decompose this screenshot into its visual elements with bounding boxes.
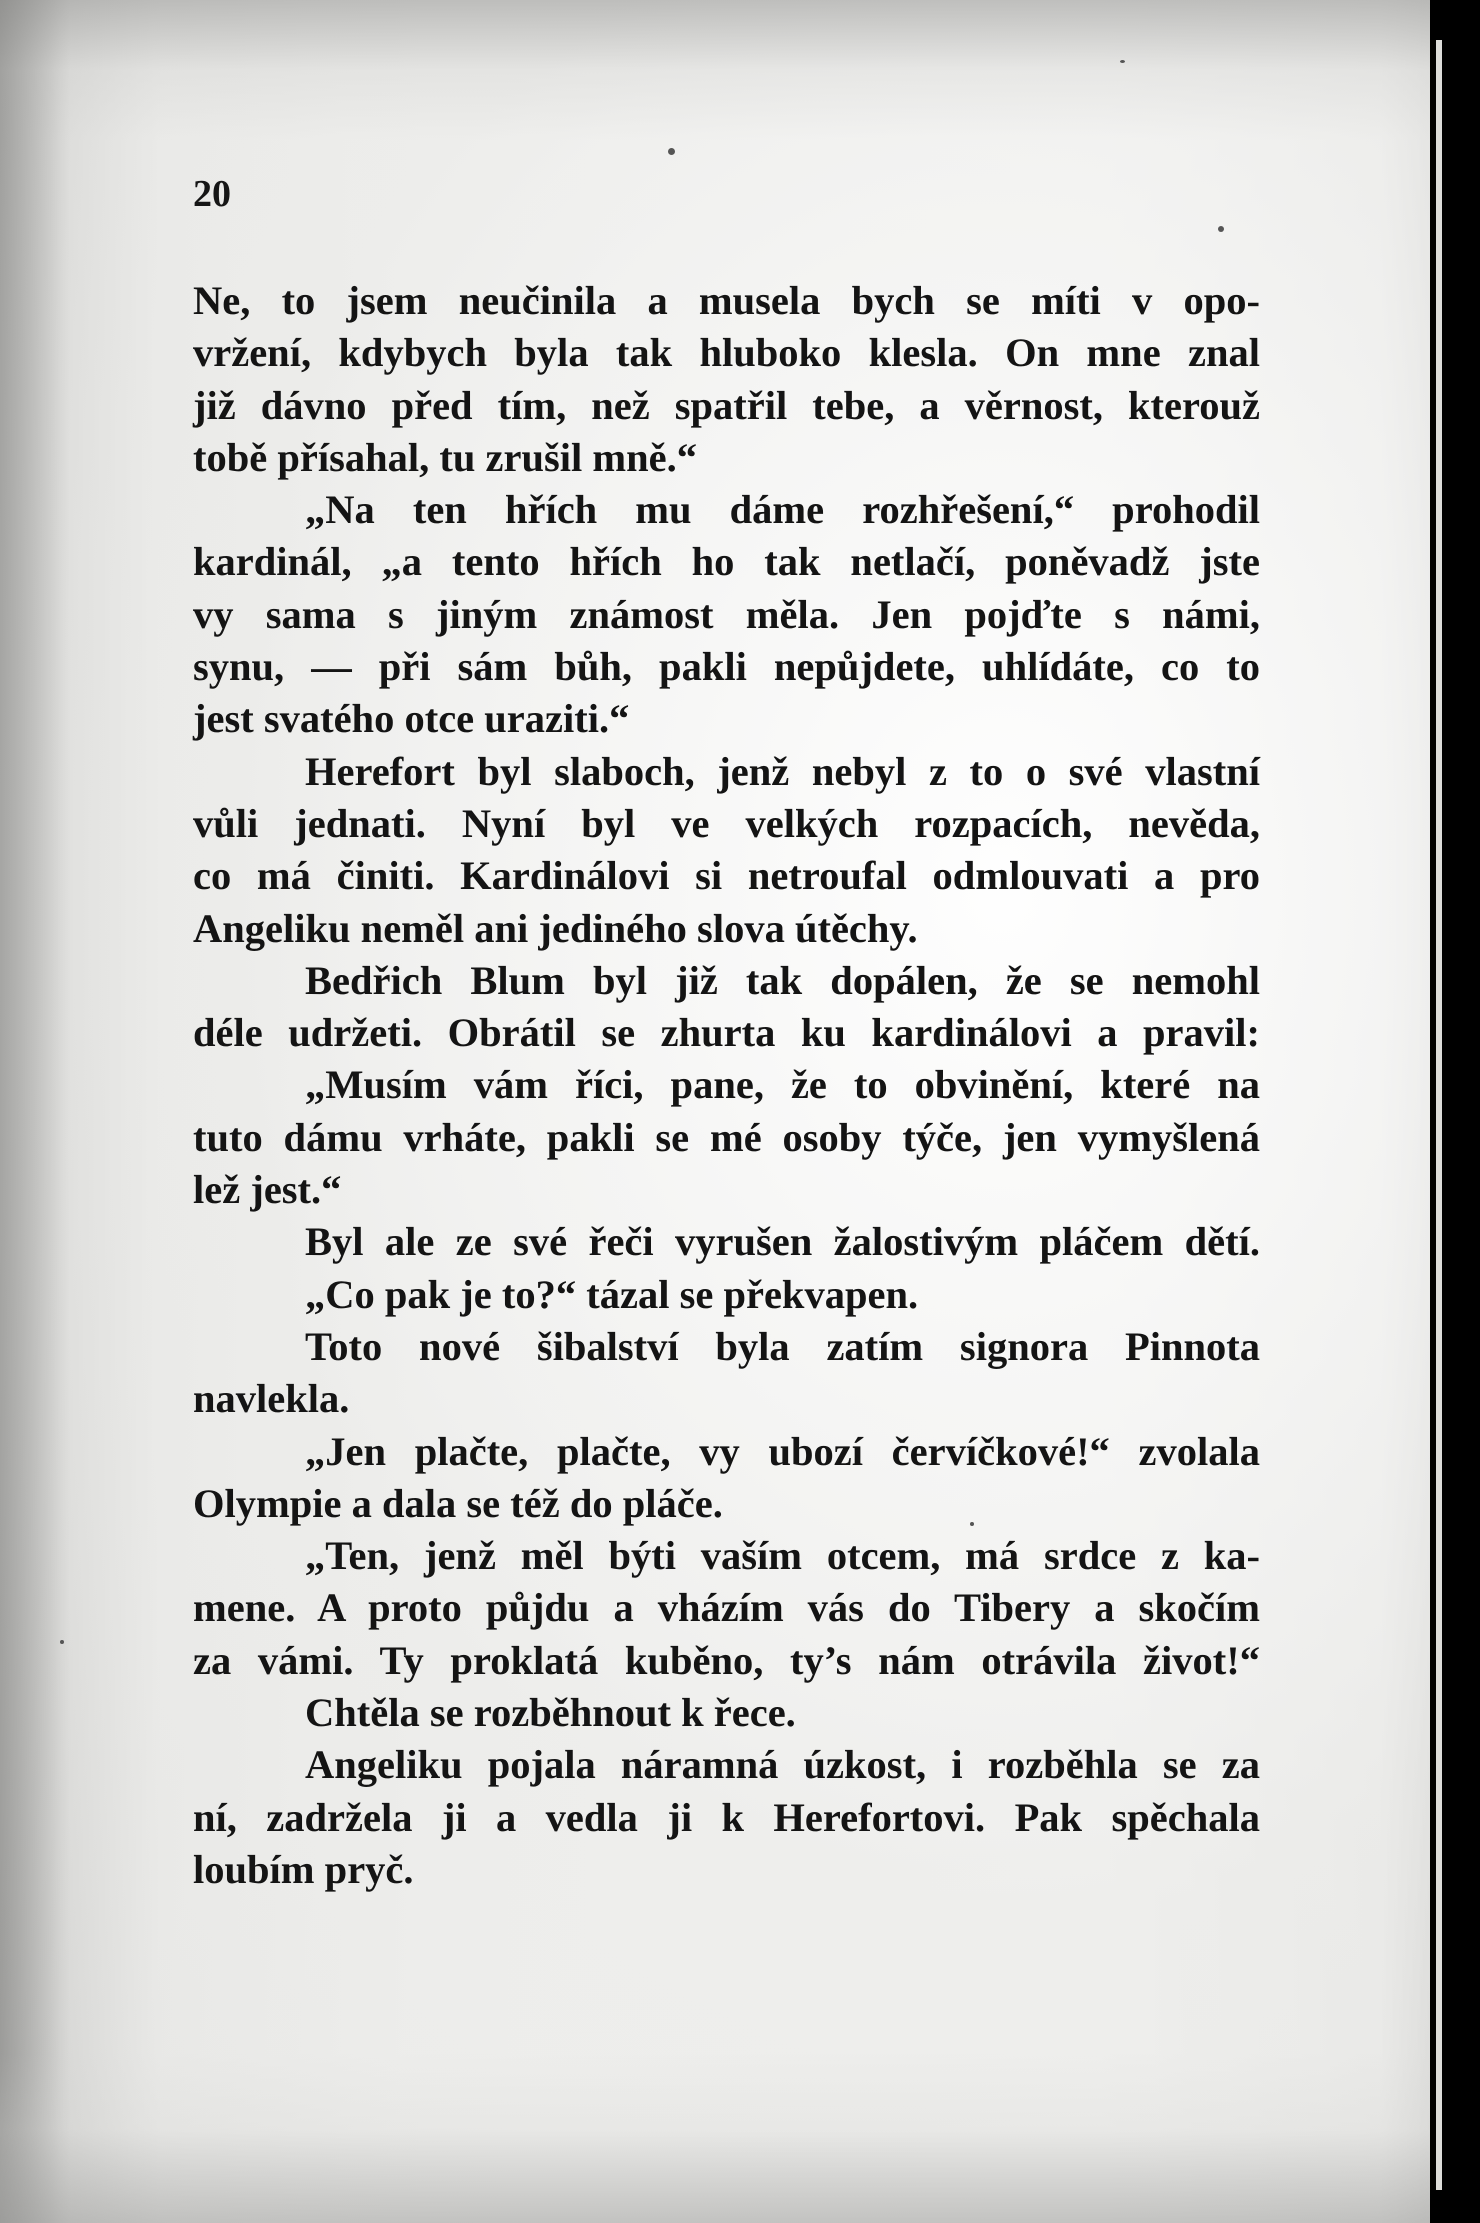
text-line: Angeliku neměl ani jediného slova útěchy. (193, 905, 918, 951)
text-line: vržení, kdybych byla tak hluboko klesla. On mne znal (193, 330, 1260, 376)
text-line: Bedřich Blum byl již tak dopálen, že se nemohl (305, 957, 1260, 1003)
text-line: jest svatého otce uraziti.“ (193, 696, 630, 742)
text-line: navlekla. (193, 1376, 350, 1422)
ink-speck (668, 148, 675, 155)
page-number: 20 (193, 173, 231, 215)
text-line: „Musím vám říci, pane, že to obvinění, které na (305, 1062, 1260, 1108)
text-line: tobě přísahal, tu zrušil mně.“ (193, 434, 698, 480)
text-line: loubím pryč. (193, 1846, 414, 1892)
text-line: Toto nové šibalství byla zatím signora Pinnota (305, 1323, 1260, 1369)
ink-speck (60, 1640, 64, 1644)
text-line: Ne, to jsem neučinila a musela bych se míti v opo- (193, 278, 1260, 323)
text-line: „Jen plačte, plačte, vy ubozí červíčkové!“ zvolala (305, 1428, 1260, 1474)
text-line: „Ten, jenž měl býti vaším otcem, má srdce z ka- (305, 1533, 1260, 1579)
binding-shadow (0, 0, 70, 2223)
text-line: Chtěla se rozběhnout k řece. (305, 1690, 796, 1736)
ink-speck (1218, 226, 1224, 232)
text-line: Byl ale ze své řeči vyrušen žalostivým pláčem dětí. (305, 1219, 1260, 1265)
text-line: lež jest.“ (193, 1167, 342, 1213)
text-line: „Na ten hřích mu dáme rozhřešení,“ prohodil (305, 487, 1260, 533)
text-line: Olympie a dala se též do pláče. (193, 1480, 723, 1526)
text-line: vůli jednati. Nyní byl ve velkých rozpacích, nevěda, (193, 800, 1260, 846)
page-body-text (193, 275, 1260, 1896)
text-line: kardinál, „a tento hřích ho tak netlačí, poněvadž jste (193, 539, 1260, 585)
text-line: co má činiti. Kardinálovi si netroufal odmlouvati a pro (193, 853, 1260, 899)
text-line: Herefort byl slaboch, jenž nebyl z to o své vlastní (305, 748, 1260, 794)
text-line: vy sama s jiným známost měla. Jen pojďte s námi, (193, 591, 1260, 637)
text-line: Angeliku pojala náramná úzkost, i rozběhla se za (305, 1742, 1260, 1788)
text-line: mene. A proto půjdu a vházím vás do Tibery a skočím (193, 1585, 1260, 1631)
text-line: „Co pak je to?“ tázal se překvapen. (305, 1271, 919, 1317)
text-line: déle udržeti. Obrátil se zhurta ku kardinálovi a pravil: (193, 1010, 1260, 1056)
text-line: již dávno před tím, než spatřil tebe, a věrnost, kterouž (193, 382, 1260, 428)
text-line: synu, — při sám bůh, pakli nepůjdete, uhlídáte, co to (193, 644, 1260, 690)
text-line: ní, zadržela ji a vedla ji k Herefortovi. Pak spěchala (193, 1794, 1260, 1840)
text-line: za vámi. Ty proklatá kuběno, ty’s nám otrávila život!“ (193, 1637, 1260, 1683)
text-line: tuto dámu vrháte, pakli se mé osoby týče, jen vymyšlená (193, 1114, 1260, 1160)
adjacent-page-edge (1436, 40, 1442, 2190)
ink-speck (1120, 60, 1125, 63)
